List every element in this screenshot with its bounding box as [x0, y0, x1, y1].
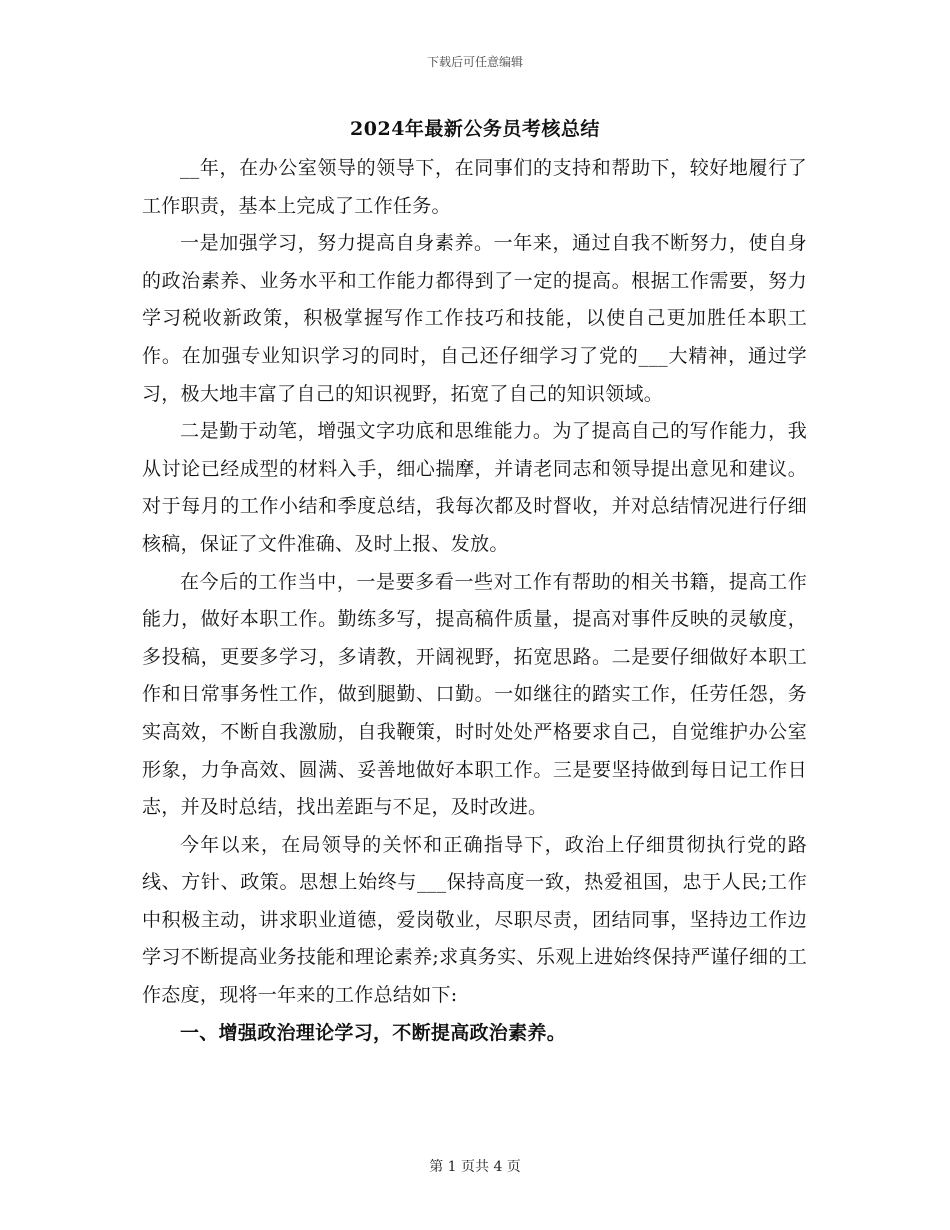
- header-note: 下载后可任意编辑: [426, 55, 523, 69]
- section-heading: 一、增强政治理论学习，不断提高政治素养。: [180, 1021, 567, 1044]
- paragraph-study: 一是加强学习，努力提高自身素养。一年来，通过自我不断努力，使自身的政治素养、业务水平和工作能力都得到了一定的提高。根据工作需要，努力学习税收新政策，积极掌握写作工作技巧和技能，以使自己更加胜任本职工作。在加强专业知识学习的同时，自己还仔细学习了党的___大精神，通过学习，极大地丰富了自己的知识视野，拓宽了自己的知识领域。: [142, 232, 807, 405]
- paragraph-summary: 今年以来，在局领导的关怀和正确指导下，政治上仔细贯彻执行党的路线、方针、政策。思想上始终与___保持高度一致，热爱祖国，忠于人民;工作中积极主动，讲求职业道德，爱岗敬业，尽职尽责，团结同事，坚持边工作边学习不断提高业务技能和理论素养;求真务实、乐观上进始终保持严谨仔细的工作态度，现将一年来的工作总结如下:: [142, 833, 807, 1007]
- document-title: 2024年最新公务员考核总结: [350, 118, 600, 140]
- document-body: [142, 150, 807, 1052]
- paragraph-intro: __年，在办公室领导的领导下，在同事们的支持和帮助下，较好地履行了工作职责，基本上完成了工作任务。: [142, 157, 807, 217]
- paragraph-future-work: 在今后的工作当中，一是要多看一些对工作有帮助的相关书籍，提高工作能力，做好本职工作。勤练多写，提高稿件质量，提高对事件反映的灵敏度，多投稿，更要多学习，多请教，开阔视野，拓宽思路。二是要仔细做好本职工作和日常事务性工作，做到腿勤、口勤。一如继往的踏实工作，任劳任怨，务实高效，不断自我激励，自我鞭策，时时处处严格要求自己，自觉维护办公室形象，力争高效、圆满、妥善地做好本职工作。三是要坚持做到每日记工作日志，并及时总结，找出差距与不足，及时改进。: [142, 570, 807, 819]
- paragraph-writing: 二是勤于动笔，增强文字功底和思维能力。为了提高自己的写作能力，我从讨论已经成型的材料入手，细心揣摩，并请老同志和领导提出意见和建议。对于每月的工作小结和季度总结，我每次都及时督收，并对总结情况进行仔细核稿，保证了文件准确、及时上报、发放。: [142, 420, 807, 555]
- page-number: 第 1 页共 4 页: [429, 1159, 521, 1175]
